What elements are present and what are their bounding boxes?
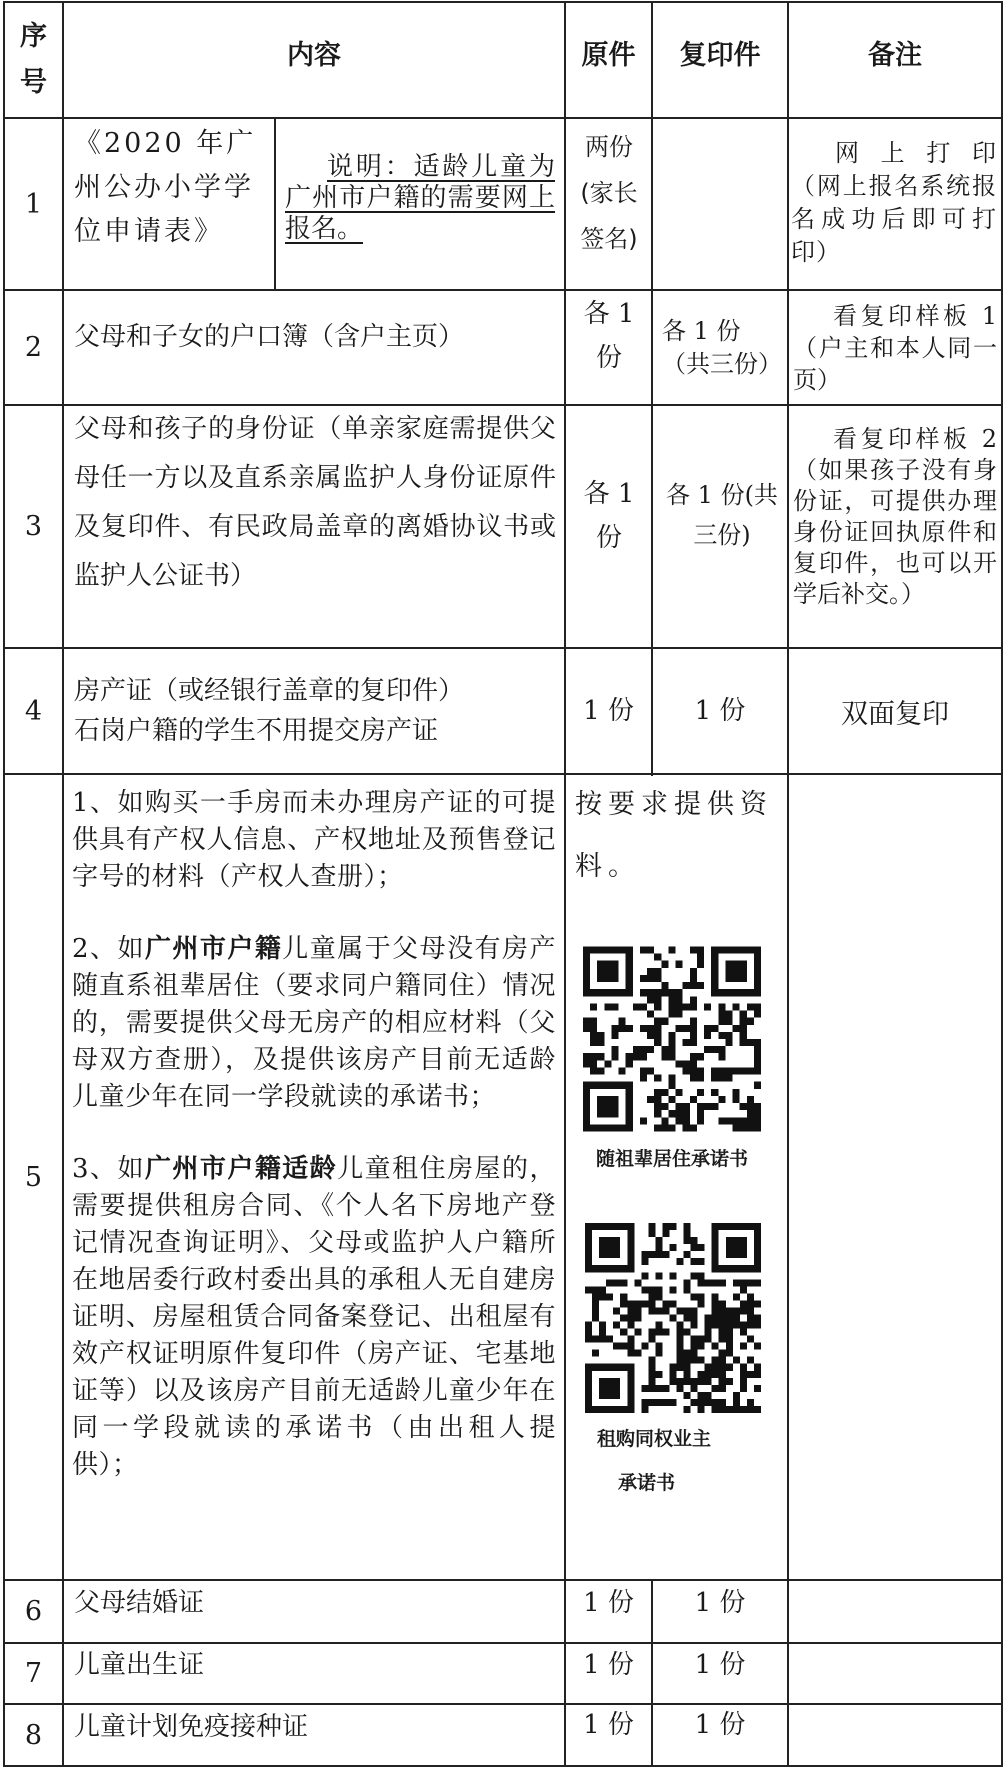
row-number: 3 xyxy=(24,511,43,542)
row-content: 父母和孩子的身份证（单亲家庭需提供父母任一方以及直系亲属监护人身份证原件及复印件、有民政局盖章的离婚协议书或监护人公证书） xyxy=(74,414,556,591)
row-content: 父母结婚证 xyxy=(74,1588,205,1618)
row-divider xyxy=(3,1703,1003,1705)
row-number: 6 xyxy=(24,1596,43,1627)
header-note: 备注 xyxy=(868,39,922,71)
row-original: 两份(家长签名) xyxy=(580,133,638,253)
row-copy: 各 1 份（共三份） xyxy=(662,317,782,378)
row-original: 各 1 份 xyxy=(583,479,635,553)
row-content-note: 说明：适龄儿童为广州市户籍的需要网上报名。 xyxy=(285,152,555,244)
row-divider xyxy=(3,1642,1003,1644)
row-content: 儿童出生证 xyxy=(74,1650,205,1680)
row-divider xyxy=(3,289,1003,291)
qr-code-icon xyxy=(585,1223,761,1413)
row-original: 各 1 份 xyxy=(583,299,635,373)
row-number: 2 xyxy=(24,332,43,363)
qr-code-icon xyxy=(583,946,761,1132)
header-content: 内容 xyxy=(287,39,341,71)
row-content-line: 石岗户籍的学生不用提交房产证 xyxy=(74,716,439,746)
row-copy: 1 份 xyxy=(694,1650,746,1680)
row-note: 双面复印 xyxy=(841,698,949,730)
qr-caption: 承诺书 xyxy=(618,1472,676,1494)
row-copy: 1 份 xyxy=(694,1588,746,1618)
col-divider xyxy=(62,1,64,1767)
qr-code-elder-commitment[interactable] xyxy=(583,946,761,1132)
row-divider xyxy=(3,1579,1003,1581)
row-note: 看复印样板 1（户主和本人同一页） xyxy=(793,302,997,394)
row-note: 网 上 打 印（网上报名系统报名成功后即可打印） xyxy=(791,139,997,266)
row-content xyxy=(74,671,556,751)
row-number: 1 xyxy=(24,188,43,220)
merged-materials-text: 按要求提供资料。 xyxy=(575,789,773,882)
row-content: 儿童计划免疫接种证 xyxy=(74,1712,309,1742)
row-divider xyxy=(3,117,1003,119)
col-divider xyxy=(787,1,789,1767)
row-original: 1 份 xyxy=(583,1650,634,1680)
row-number: 8 xyxy=(24,1719,43,1751)
qr-caption: 随祖辈居住承诺书 xyxy=(596,1148,749,1170)
requirement-item-1: 1、如购买一手房而未办理房产证的可提供具有产权人信息、产权地址及预售登记字号的材料（产权人查册）； xyxy=(72,788,556,892)
row-original: 1 份 xyxy=(583,695,634,726)
row-note: 看复印样板 2（如果孩子没有身份证，可提供办理身份证回执原件和复印件，也可以开学后补交。） xyxy=(793,425,997,608)
row-number: 4 xyxy=(24,695,43,727)
requirement-item-3: 3、如广州市户籍适龄儿童租住房屋的，需要提供租房合同、《个人名下房地产登记情况查询证明》、父母或监护人户籍所在地居委行政村委出具的承租人无自建房证明、房屋租赁合同备案登记、出租屋有效产权证明原件复印件（房产证、宅基地证等）以及该房产目前无适龄儿童少年在同一学段就读的承诺书（由出租人提供）； xyxy=(72,1154,556,1480)
row-content xyxy=(72,785,556,1484)
row-copy: 1 份 xyxy=(694,695,746,726)
col-divider xyxy=(564,1,566,1767)
table-border-right xyxy=(1001,1,1003,1767)
header-copy: 复印件 xyxy=(679,39,761,71)
qr-caption: 租购同权业主 xyxy=(597,1428,712,1450)
row-original: 1 份 xyxy=(583,1588,634,1618)
application-form-title: 《2020 年广州公办小学学位申请表》 xyxy=(74,128,257,247)
row-number: 5 xyxy=(24,1161,43,1193)
header-original: 原件 xyxy=(581,39,636,71)
row-content: 父母和子女的户口簿（含户主页） xyxy=(74,322,465,352)
inner-divider xyxy=(274,117,276,291)
row-original: 1 份 xyxy=(583,1710,634,1740)
qr-code-rental-commitment[interactable] xyxy=(585,1223,761,1413)
header-seq: 序号 xyxy=(20,21,47,98)
row-number: 7 xyxy=(24,1658,43,1689)
row-content-line: 房产证（或经银行盖章的复印件） xyxy=(74,676,465,706)
row-divider xyxy=(3,773,1003,775)
table-border-bottom xyxy=(3,1765,1003,1767)
row-copy: 1 份 xyxy=(694,1710,746,1740)
row-copy: 各 1 份(共三份) xyxy=(666,481,778,549)
requirement-item-2: 2、如广州市户籍儿童属于父母没有房产随直系祖辈居住（要求同户籍同住）情况的，需要提供父母无房产的相应材料（父母双方查册），及提供该房产目前无适龄儿童少年在同一学段就读的承诺书； xyxy=(72,934,556,1112)
